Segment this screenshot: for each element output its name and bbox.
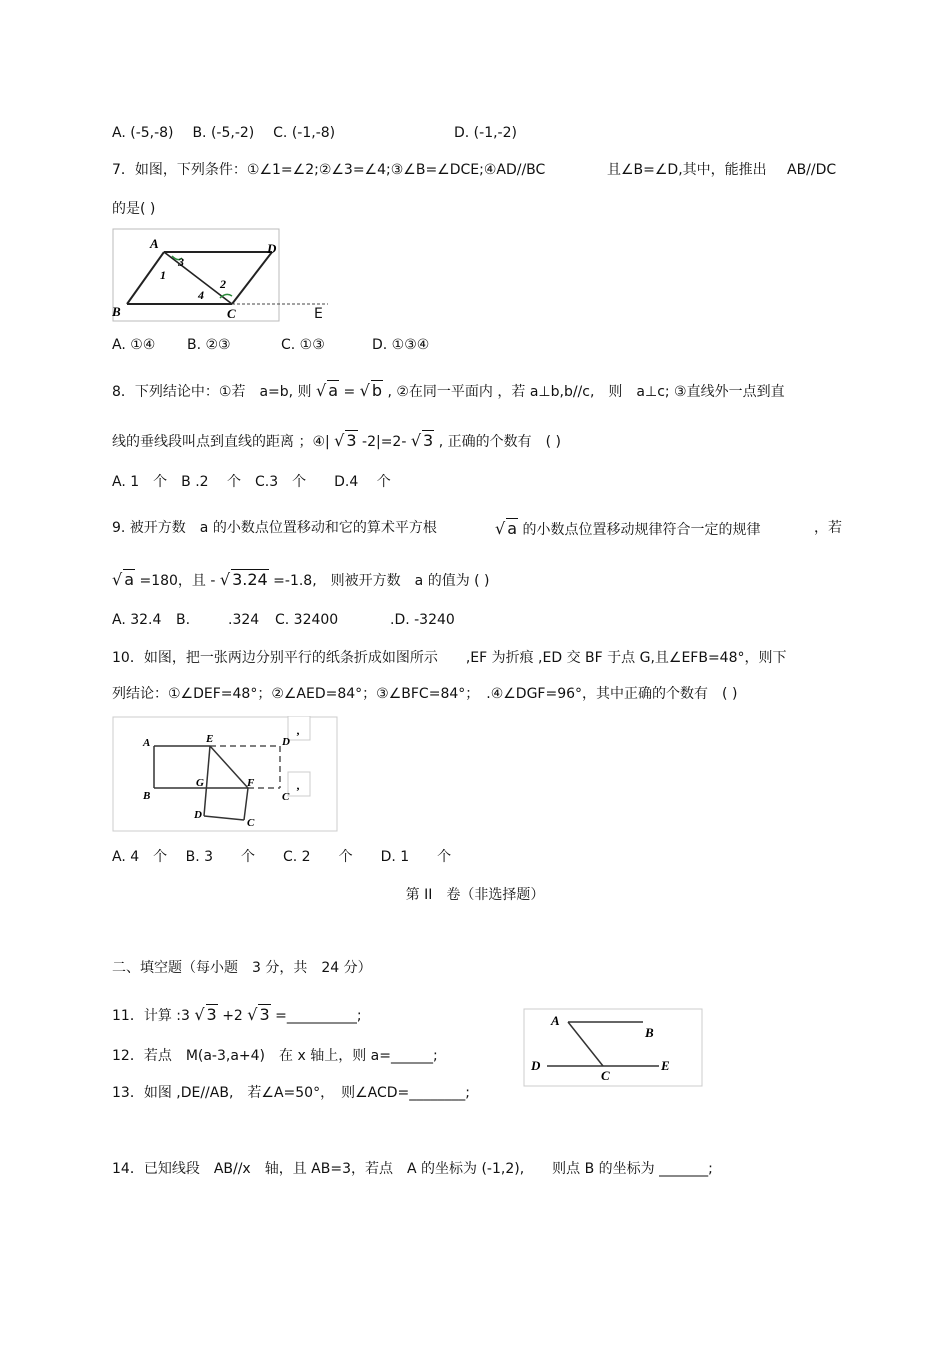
q9-text-5: =-1.8, 则被开方数 a 的值为 ( ) [273,573,490,589]
q9-option-d: .D. -3240 [390,612,455,628]
q8-text-2: , ②在同一平面内 ，若 a⊥b,b//c, 则 a⊥c; ③直线外一点到直 [387,384,785,400]
q7-label-b: B [112,304,121,319]
q8-rad-3: 3 [346,431,357,450]
q7-option-c: C. ①③ [281,337,325,353]
q11-text-1: 11．计算 :3 [112,1008,190,1024]
q8-text-4: -2|=2- [362,434,407,450]
q9-stem-line2 [112,569,490,591]
q11-rad-1: 3 [206,1005,217,1024]
q9-option-c: C. 32400 [275,612,339,628]
sqrt-icon: √ [112,570,123,589]
q9-text-4: =180，且 - [139,573,216,589]
q10-label-d: D [282,736,290,748]
q7-label-1: 1 [160,268,166,282]
q10-figure [112,716,342,834]
q7-label-4: 4 [198,288,204,302]
q7-label-3: 3 [178,255,184,269]
q13-label-d: D [531,1058,541,1073]
q8-rad-a: a [328,381,339,400]
q7-stem-end: AB//DC [787,162,837,178]
q10-label-e: E [206,733,214,745]
q11 [112,1004,362,1026]
q14: 14．已知线段 AB//x 轴，且 AB=3，若点 A 的坐标为 (-1,2), 则点 B 的坐标为 _______; [112,1161,713,1177]
q10-label-b: B [143,790,151,802]
q7-option-a: A. ①④ [112,337,156,353]
q7-stem-cont: 且∠B=∠D,其中，能推出 [607,162,767,178]
q8-text-3: 线的垂线段叫点到直线的距离 ；④| [112,434,330,450]
q6-option-c: C. (-1,-8) [273,125,336,141]
q7-stem-line2: 的是( ) [112,201,156,217]
q6-option-b: B. (-5,-2) [192,125,255,141]
q8-options: A. 1 个 B .2 个 C.3 个 D.4 个 [112,474,391,490]
sqrt-icon: √ [359,381,370,400]
q7-label-c: C [227,306,236,321]
q9-stem-cont [495,518,760,540]
q7-option-d: D. ①③④ [372,337,430,353]
q13-label-a: A [551,1013,560,1028]
q13-label-c: C [601,1068,610,1083]
q8-rad-3b: 3 [423,431,434,450]
q11-answer-blank[interactable]: =__________; [275,1008,362,1024]
q9-text-2: 的小数点位置移动规律符合一定的规律 [522,522,761,538]
q10-mark-2: , [297,778,300,792]
q7-label-a: A [150,236,159,251]
q10-stem: 10．如图，把一张两边分别平行的纸条折成如图所示 ,EF 为折痕 ,ED 交 BF 于点 G,且∠EFB=48°，则下 [112,650,787,666]
q10-label-c-prime: C [247,817,255,829]
q6-option-a: A. (-5,-8) [112,125,174,141]
q8-text-1: 8．下列结论中：①若 a=b, 则 [112,384,312,400]
q8-stem-line2 [112,430,561,452]
q8-text-5: , 正确的个数有 ( ) [438,434,561,450]
q10-label-g: G [196,777,204,789]
q10-mark-1: , [297,723,300,737]
q13-label-e: E [661,1058,670,1073]
sqrt-icon: √ [194,1005,205,1024]
q13-label-b: B [645,1025,654,1040]
fill-header: 二、填空题（每小题 3 分，共 24 分） [112,960,372,976]
q8-stem [112,380,785,402]
q9-option-b-value: .324 [228,612,260,628]
q10-options: A. 4 个 B. 3 个 C. 2 个 D. 1 个 [112,849,452,865]
q10-label-d-prime: D [194,809,202,821]
sqrt-icon: √ [316,381,327,400]
q8-rad-b: b [371,381,383,400]
sqrt-icon: √ [495,519,506,538]
q10-label-c: C [282,791,290,803]
q7-options [112,335,155,355]
q11-rad-2: 3 [259,1005,270,1024]
q9-rad-a2: a [124,570,135,589]
q9-text-1: 9. 被开方数 a 的小数点位置移动和它的算术平方根 [112,520,437,536]
sqrt-icon: √ [334,431,345,450]
q8-eq: = [343,384,356,400]
q13: 13．如图 ,DE//AB, 若∠A=50°， 则∠ACD=________; [112,1085,470,1101]
q10-label-a: A [143,737,151,749]
q9-stem [112,518,437,538]
q9-text-3: ，若 [814,520,842,536]
sqrt-icon: √ [247,1005,258,1024]
q9-option-b: B. [176,612,191,628]
q13-figure [523,1008,705,1088]
q12: 12．若点 M(a-3,a+4) 在 x 轴上，则 a=______; [112,1048,438,1064]
q10-stem-line2: 列结论：①∠DEF=48°；②∠AED=84°；③∠BFC=84°； .④∠DGF=96°，其中正确的个数有 ( ) [112,686,738,702]
q9-option-a: A. 32.4 [112,612,162,628]
q7-stem: 7．如图，下列条件：①∠1=∠2;②∠3=∠4;③∠B=∠DCE;④AD//BC [112,162,546,178]
sqrt-icon: √ [219,570,231,589]
q9-rad-324: 3.24 [232,570,268,589]
sqrt-icon: √ [410,431,422,450]
q7-option-b: B. ②③ [187,337,231,353]
q6-option-d: D. (-1,-2) [454,125,517,141]
q11-text-2: +2 [222,1008,243,1024]
section-2-title: 第 II 卷（非选择题） [405,887,545,903]
q9-rad-a: a [507,519,518,538]
q7-label-d: D [267,241,277,256]
q7-label-2: 2 [220,277,226,291]
q7-label-e: E [314,306,323,322]
q10-label-f: F [247,777,255,789]
q6-options [112,123,335,143]
